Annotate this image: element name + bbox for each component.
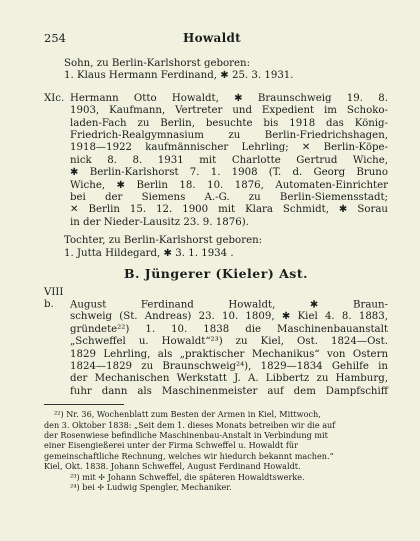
footnote-22-line: der Rosenwiese befindliche Maschinenbau-Anstalt in Verbindung mit — [44, 429, 328, 440]
children-intro: Sohn, zu Berlin-Karlshorst geboren: — [64, 58, 251, 69]
entry-line: der Mechanischen Werkstatt J. A. Libbertz zu Hamburg, — [70, 373, 388, 385]
genealogy-entry-viiib — [44, 287, 388, 399]
page-header — [44, 31, 380, 47]
child-entry: 1. Jutta Hildegard, ✱ 3. 1. 1934 . — [64, 247, 234, 259]
section-heading: B. Jüngerer (Kieler) Ast. — [124, 266, 308, 282]
entry-line: XIc. Hermann Otto Howaldt, ✱ Braunschweig 19. 8. — [44, 92, 388, 104]
children-intro: Tochter, zu Berlin-Karlshorst geboren: — [64, 235, 263, 247]
entry-line: 1903, Kaufmann, Vertreter und Expedient im Schoko- — [70, 105, 388, 117]
entry-line: bei der Siemens A.-G. zu Berlin-Siemensstadt; — [70, 192, 388, 204]
entry-line: Wiche, ✱ Berlin 18. 10. 1876, Automaten-Einrichter — [70, 179, 388, 191]
entry-label: XIc. — [44, 92, 65, 104]
entry-line: ✱ Berlin-Karlshorst 7. 1. 1908 (T. d. Georg Bruno — [70, 167, 388, 179]
entry-line: schweig (St. Andreas) 23. 10. 1809, ✱ Kiel 4. 8. 1883, — [70, 311, 388, 323]
entry-label: VIII b. — [44, 286, 64, 310]
entry-line: 1918—1922 kaufmännischer Lehrling; ✕ Berlin-Köpe- — [70, 142, 388, 154]
footnote-22-line: den 3. Oktober 1838: „Seit dem 1. dieses Monats betreiben wir die auf — [44, 419, 336, 430]
entry-line: Friedrich-Realgymnasium zu Berlin-Friedrichshagen, — [70, 130, 388, 142]
running-title: Howaldt — [182, 31, 242, 45]
entry-line: laden-Fach zu Berlin, besuchte bis 1918 das König- — [70, 117, 388, 129]
entry-line: gründete²²) 1. 10. 1838 die Maschinenbauanstalt — [70, 323, 388, 335]
footnote-22: ²²) Nr. 36, Wochenblatt zum Besten der Armen in Kiel, Mittwoch, — [54, 409, 321, 420]
footnote-24: ²⁴) bei ✢ Ludwig Spengler, Mechaniker. — [70, 482, 232, 492]
entry-line: VIII b. August Ferdinand Howaldt, ✱ Braun- — [44, 286, 388, 310]
footnote-23: ²³) mit ✢ Johann Schweffel, die späteren Howaldtswerke. — [70, 471, 305, 482]
child-entry: 1. Klaus Hermann Ferdinand, ✱ 25. 3. 1931. — [64, 70, 294, 82]
entry-line: in der Nieder-Lausitz 23. 9. 1876). — [70, 216, 249, 228]
footnote-22-line: einer Eisengießerei unter der Firma Schweffel u. Howaldt für — [44, 440, 298, 451]
genealogy-entry-xic — [44, 93, 388, 229]
entry-line: 1829 Lehrling, als „praktischer Mechanikus“ von Ostern — [70, 348, 388, 360]
page-number: 254 — [44, 31, 66, 45]
entry-line: ✕ Berlin 15. 12. 1900 mit Klara Schmidt, ✱ Sorau — [70, 204, 388, 216]
entry-line: „Schweffel u. Howaldt“²³) zu Kiel, Ost. 1824—Ost. — [70, 336, 388, 348]
footnotes — [44, 409, 388, 492]
footnote-divider — [44, 404, 124, 405]
footnote-22-line: gemeinschaftliche Rechnung, welches wir hiedurch bekannt machen.“ — [44, 450, 334, 461]
entry-line: 1824—1829 zu Braunschweig²⁴), 1829—1834 Gehilfe in — [70, 360, 388, 372]
footnote-22-line: Kiel, Okt. 1838. Johann Schweffel, August Ferdinand Howaldt. — [44, 461, 301, 472]
page-body — [44, 58, 388, 492]
entry-line: fuhr dann als Maschinenmeister auf dem Dampfschiff — [70, 385, 388, 397]
entry-line: nick 8. 8. 1931 mit Charlotte Gertrud Wiche, — [70, 154, 388, 166]
